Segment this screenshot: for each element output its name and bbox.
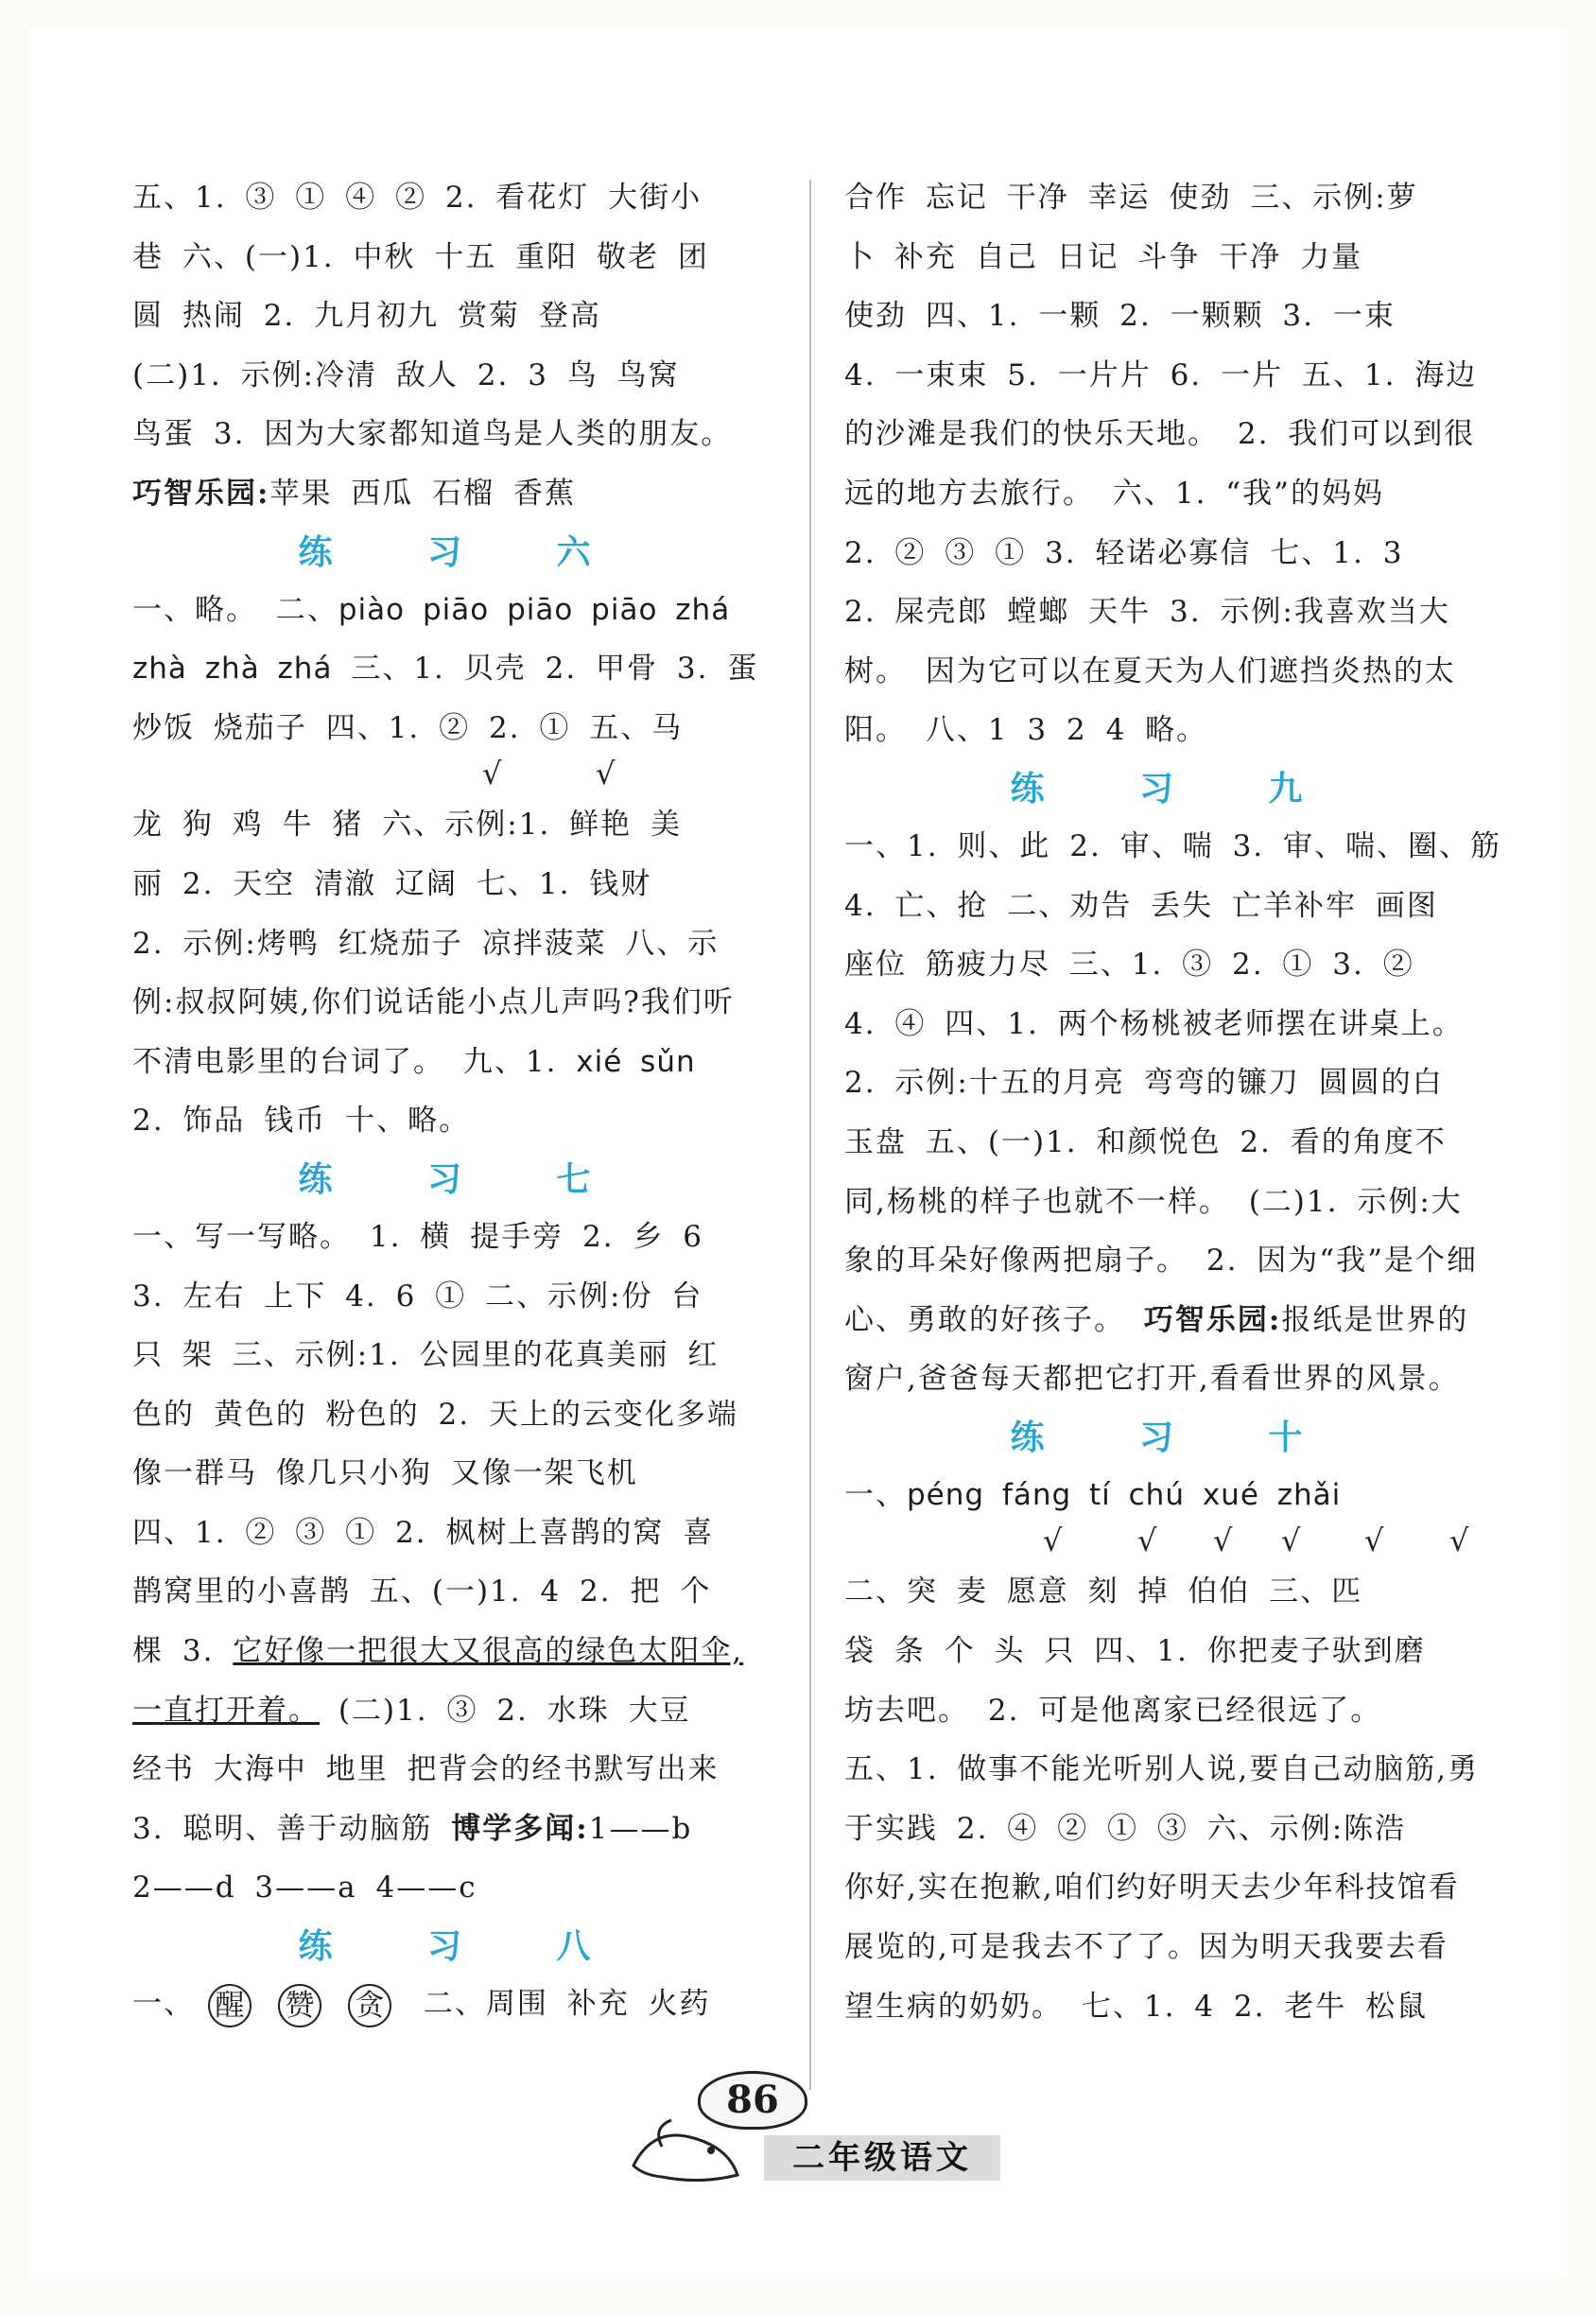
answer-line: (二)1. 示例:冷清 敌人 2. 3 鸟 鸟窝 (132, 357, 680, 392)
answer-text: 报纸是世界的 (1281, 1302, 1469, 1337)
answer-line: 树。 因为它可以在夏天为人们遮挡炎热的太 (844, 653, 1456, 688)
answer-line: 远的地方去旅行。 六、1. “我”的妈妈 (844, 476, 1384, 511)
answer-line: 经书 大海中 地里 把背会的经书默写出来 (132, 1752, 720, 1787)
bonus-label: 巧智乐园: (132, 476, 270, 511)
answer-line: 巷 六、(一)1. 中秋 十五 重阳 敬老 团 (132, 239, 709, 274)
section-title-6: 练 习 六 (298, 531, 629, 572)
answer-line: 四、1. ② ③ ① 2. 枫树上喜鹊的窝 喜 (132, 1515, 715, 1550)
answer-text: 一、 (132, 1987, 195, 2022)
answer-line: 例:叔叔阿姨,你们说话能小点儿声吗?我们听 (132, 985, 735, 1020)
check-mark-icon: √ (1364, 1522, 1386, 1559)
check-mark-icon: √ (482, 756, 504, 792)
section-title-8: 练 习 八 (298, 1926, 629, 1967)
underlined-answer: 它好像一把很大又很高的绿色太阳伞, (233, 1634, 744, 1669)
answer-line: 五、1. 做事不能光听别人说,要自己动脑筋,勇 (844, 1752, 1480, 1787)
answer-line: 4. 亡、抢 二、劝告 丢失 亡羊补牢 画图 (844, 888, 1438, 923)
answer-line: 袋 条 个 头 只 四、1. 你把麦子驮到磨 (844, 1634, 1426, 1669)
answer-line (132, 1681, 794, 1741)
check-marks (132, 757, 794, 795)
answer-text: 一、略。 二、 (132, 592, 338, 627)
check-mark-icon: √ (1213, 1522, 1235, 1559)
answer-line: 2. 示例:烤鸭 红烧茄子 凉拌菠菜 八、示 (132, 926, 720, 961)
answer-text: 棵 3. (132, 1634, 234, 1669)
answer-text: 不清电影里的台词了。 九、1. (132, 1044, 577, 1079)
answer-line: 五、1. ③ ① ④ ② 2. 看花灯 大街小 (132, 181, 703, 215)
pinyin-text: piào piāo piāo piāo zhá (338, 592, 731, 627)
answer-line: 龙 狗 鸡 牛 猪 六、示例:1. 鲜艳 美 (132, 808, 682, 843)
answer-line: 二、突 麦 愿意 刻 掉 伯伯 三、匹 (844, 1575, 1363, 1609)
circled-char: 贪 (348, 1984, 391, 2027)
answer-line: 2. ② ③ ① 3. 轻诺必寡信 七、1. 3 (844, 535, 1404, 570)
mascot-icon (624, 2109, 766, 2184)
answer-text: 二、周围 补充 火药 (405, 1987, 711, 2022)
answer-text: 1——b (588, 1811, 693, 1846)
answer-line: 圆 热闹 2. 九月初九 赏菊 登高 (132, 299, 601, 334)
answer-text: 三、1. 贝壳 2. 甲骨 3. 蛋 (332, 652, 759, 687)
section-title-7: 练 习 七 (298, 1158, 629, 1199)
check-mark-icon: √ (1449, 1522, 1471, 1559)
answer-line: 阳。 八、1 3 2 4 略。 (844, 713, 1208, 748)
answer-line: 卜 补充 自己 日记 斗争 干净 力量 (844, 239, 1363, 274)
answer-line: 坊去吧。 2. 可是他离家已经很远了。 (844, 1693, 1382, 1728)
answer-line: 象的耳朵好像两把扇子。 2. 因为“我”是个细 (844, 1244, 1478, 1279)
answer-line (844, 1466, 1506, 1525)
left-column (132, 168, 794, 2034)
pinyin-text: xié sǔn (576, 1044, 696, 1079)
check-mark-icon: √ (596, 756, 617, 792)
answer-line: 一、写一写略。 1. 横 提手旁 2. 乡 6 (132, 1219, 704, 1254)
answer-line: 座位 筋疲力尽 三、1. ③ 2. ① 3. ② (844, 948, 1414, 983)
answer-line: 于实践 2. ④ ② ① ③ 六、示例:陈浩 (844, 1811, 1407, 1846)
answer-line: 色的 黄色的 粉色的 2. 天上的云变化多端 (132, 1397, 738, 1432)
pinyin-text: péng fáng tí chú xué zhǎi (907, 1477, 1342, 1512)
answer-line: 只 架 三、示例:1. 公园里的花真美丽 红 (132, 1338, 720, 1373)
answer-line: 鸟蛋 3. 因为大家都知道鸟是人类的朋友。 (132, 417, 733, 452)
answer-line: 玉盘 五、(一)1. 和颜悦色 2. 看的角度不 (844, 1124, 1447, 1159)
page-number: 86 (698, 2071, 807, 2130)
pinyin-text: zhà zhà zhá (132, 652, 333, 687)
answer-line (132, 1800, 794, 1859)
right-column (844, 168, 1506, 2036)
answer-line: 使劲 四、1. 一颗 2. 一颗颗 3. 一束 (844, 299, 1396, 334)
answer-line: 一、1. 则、此 2. 审、喘 3. 审、喘、圈、筋 (844, 828, 1501, 863)
check-mark-icon: √ (1043, 1522, 1065, 1559)
answer-line (132, 1033, 794, 1092)
answer-line: 窗户,爸爸每天都把它打开,看看世界的风景。 (844, 1362, 1460, 1397)
answer-line (132, 464, 794, 524)
answer-line: 4. 一束束 5. 一片片 6. 一片 五、1. 海边 (844, 357, 1478, 392)
bonus-answer: 苹果 西瓜 石榴 香蕉 (269, 476, 577, 511)
answer-line: 合作 忘记 干净 幸运 使劲 三、示例:萝 (844, 181, 1418, 215)
answer-line: 2. 屎壳郎 螳螂 天牛 3. 示例:我喜欢当大 (844, 595, 1450, 630)
answer-line (132, 1975, 794, 2034)
bonus-label: 博学多闻: (451, 1811, 589, 1846)
answer-line: 炒饭 烧茄子 四、1. ② 2. ① 五、马 (132, 710, 684, 745)
bonus-label: 巧智乐园: (1143, 1302, 1282, 1337)
answer-line: 你好,实在抱歉,咱们约好明天去少年科技馆看 (844, 1870, 1460, 1905)
answer-line (132, 1622, 794, 1681)
answer-text: 心、勇敢的好孩子。 (844, 1302, 1144, 1337)
underlined-answer: 一直打开着。 (132, 1693, 320, 1728)
answer-line: 的沙滩是我们的快乐天地。 2. 我们可以到很 (844, 417, 1476, 452)
answer-line: 2. 示例:十五的月亮 弯弯的镰刀 圆圆的白 (844, 1066, 1444, 1101)
check-mark-icon: √ (1281, 1522, 1303, 1559)
answer-line: 鹊窝里的小喜鹊 五、(一)1. 4 2. 把 个 (132, 1575, 712, 1609)
answer-line: 2. 饰品 钱币 十、略。 (132, 1104, 471, 1139)
answer-text: (二)1. ③ 2. 水珠 大豆 (320, 1693, 691, 1728)
answer-line: 像一群马 像几只小狗 又像一架飞机 (132, 1456, 638, 1491)
section-title-10: 练 习 十 (1010, 1417, 1341, 1457)
answer-line (132, 639, 794, 699)
answer-line: 丽 2. 天空 清澈 辽阔 七、1. 钱财 (132, 866, 652, 901)
column-divider (809, 180, 811, 2090)
answer-line (132, 581, 794, 640)
answer-text: 3. 聪明、善于动脑筋 (132, 1811, 452, 1846)
answer-line: 望生病的奶奶。 七、1. 4 2. 老牛 松鼠 (844, 1989, 1429, 2024)
section-title-9: 练 习 九 (1010, 768, 1341, 809)
grade-subject-label: 二年级语文 (764, 2135, 1000, 2181)
check-marks (844, 1524, 1506, 1562)
check-mark-icon: √ (1137, 1522, 1159, 1559)
page-footer (624, 2071, 1021, 2184)
answer-line: 3. 左右 上下 4. 6 ① 二、示例:份 台 (132, 1279, 703, 1314)
answer-line: 展览的,可是我去不了了。因为明天我要去看 (844, 1930, 1449, 1965)
answer-text: 一、 (844, 1477, 907, 1512)
answer-line: 同,杨桃的样子也就不一样。 (二)1. 示例:大 (844, 1184, 1463, 1219)
answer-line: 4. ④ 四、1. 两个杨桃被老师摆在讲桌上。 (844, 1006, 1464, 1041)
circled-char: 赞 (278, 1984, 321, 2027)
circled-char: 醒 (208, 1984, 252, 2027)
answer-line: 2——d 3——a 4——c (132, 1870, 477, 1905)
answer-line (844, 1291, 1506, 1350)
